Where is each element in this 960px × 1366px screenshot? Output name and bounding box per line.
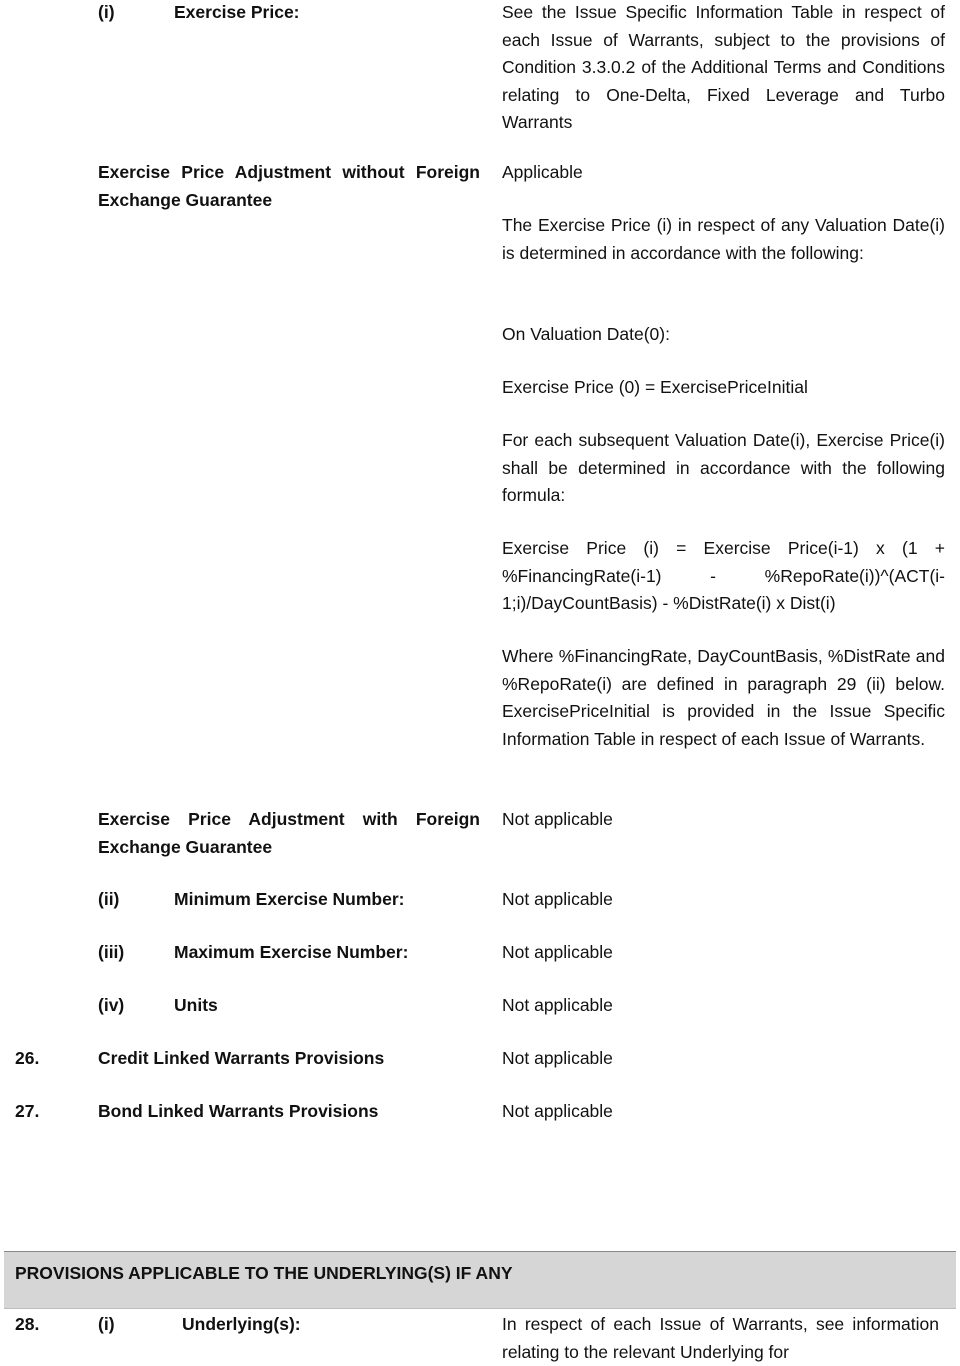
minimum-exercise-number-value: Not applicable <box>502 889 613 909</box>
item-28-marker: (i) <box>98 1314 115 1334</box>
adjustment-with-fx-label: Exercise Price Adjustment with Foreign Exchange Guarantee <box>98 809 480 857</box>
section-heading-bar <box>4 1251 956 1309</box>
adjustment-without-fx-label: Exercise Price Adjustment without Foreign Exchange Guarantee <box>98 162 480 210</box>
definitions-text: Where %FinancingRate, DayCountBasis, %DistRate and %RepoRate(i) are defined in paragraph 29 (ii) below. ExercisePriceInitial is provided in the Issue Specific Information Table in respect of each Issue of Warrants. <box>502 646 945 749</box>
item-ii-marker: (ii) <box>98 889 120 909</box>
section-heading: PROVISIONS APPLICABLE TO THE UNDERLYING(S) IF ANY <box>15 1263 513 1283</box>
exercise-price-formula: Exercise Price (i) = Exercise Price(i-1) x (1 + %FinancingRate(i-1) - %RepoRate(i))^(ACT(i-1;i)/DayCountBasis) - %DistRate(i) x Dist(i) <box>502 538 945 613</box>
maximum-exercise-number-value: Not applicable <box>502 942 613 962</box>
subsequent-dates-text: For each subsequent Valuation Date(i), Exercise Price(i) shall be determined in accordance with the following formula: <box>502 430 945 505</box>
item-27-number: 27. <box>15 1101 40 1121</box>
adjustment-without-fx-status: Applicable <box>502 162 583 182</box>
formula-initial: Exercise Price (0) = ExercisePriceInitial <box>502 377 808 397</box>
item-iii-marker: (iii) <box>98 942 125 962</box>
adjustment-intro: The Exercise Price (i) in respect of any Valuation Date(i) is determined in accordance with the following: <box>502 215 945 263</box>
units-label: Units <box>174 995 218 1015</box>
bond-linked-label: Bond Linked Warrants Provisions <box>98 1101 379 1121</box>
minimum-exercise-number-label: Minimum Exercise Number: <box>174 889 405 909</box>
credit-linked-label: Credit Linked Warrants Provisions <box>98 1048 385 1068</box>
item-28-number: 28. <box>15 1314 40 1334</box>
adjustment-with-fx-value: Not applicable <box>502 809 613 829</box>
credit-linked-value: Not applicable <box>502 1048 613 1068</box>
item-iv-marker: (iv) <box>98 995 125 1015</box>
valuation-date-0: On Valuation Date(0): <box>502 324 670 344</box>
item-i-marker: (i) <box>98 2 115 22</box>
underlyings-label: Underlying(s): <box>182 1314 301 1334</box>
units-value: Not applicable <box>502 995 613 1015</box>
underlyings-value: In respect of each Issue of Warrants, see information relating to the relevant Underlying for <box>502 1314 939 1362</box>
exercise-price-label: Exercise Price: <box>174 2 300 22</box>
exercise-price-value: See the Issue Specific Information Table in respect of each Issue of Warrants, subject to the provisions of Condition 3.3.0.2 of the Additional Terms and Conditions relating to One-Delta, Fixed Leverage and Turbo Warrants <box>502 2 945 132</box>
bond-linked-value: Not applicable <box>502 1101 613 1121</box>
item-26-number: 26. <box>15 1048 40 1068</box>
maximum-exercise-number-label: Maximum Exercise Number: <box>174 942 409 962</box>
